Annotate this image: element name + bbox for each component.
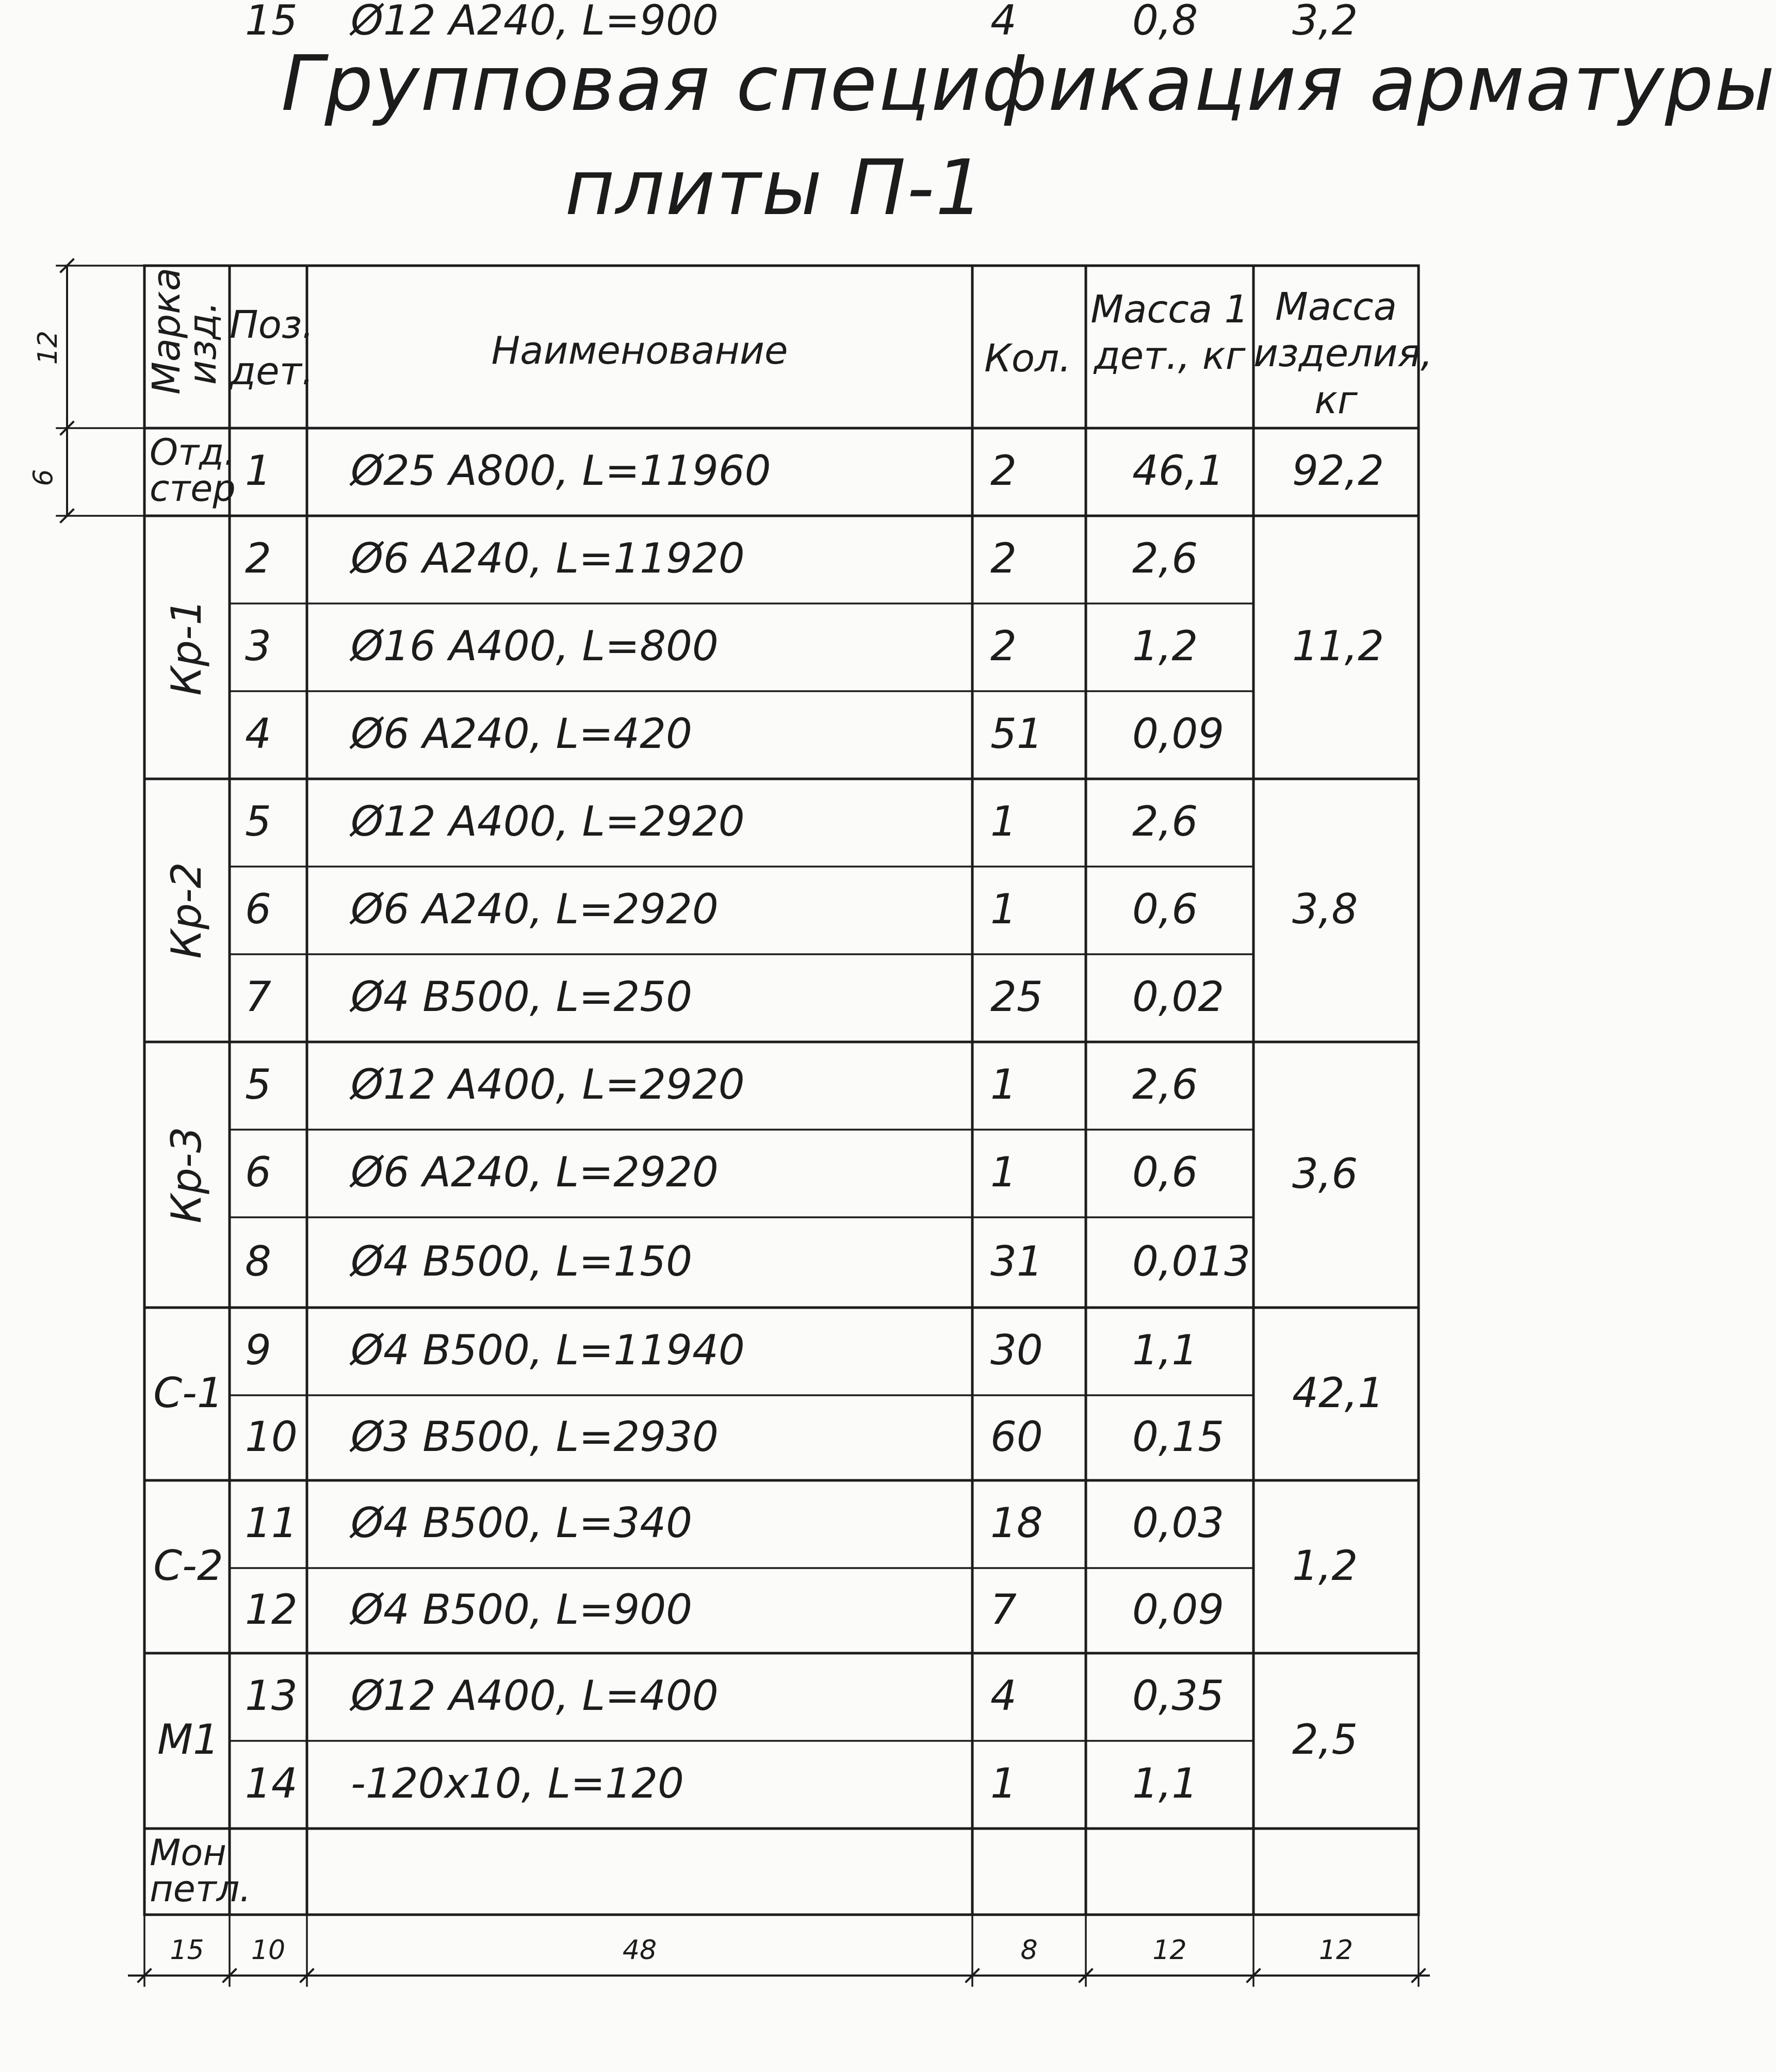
row-name: Ø12 А400, L=400 bbox=[351, 1672, 719, 1720]
row-name: Ø6 А240, L=2920 bbox=[351, 1148, 719, 1196]
row-pos: 3 bbox=[245, 622, 271, 670]
row-qty: 4 bbox=[990, 1672, 1017, 1720]
group-mass: 92,2 bbox=[1292, 447, 1384, 495]
header-pos-text: Поз. дет. bbox=[230, 303, 314, 394]
row-qty: 30 bbox=[990, 1326, 1043, 1374]
group-mark: Кр-2 bbox=[162, 862, 210, 959]
row-qty: 1 bbox=[990, 885, 1017, 933]
row-name: Ø12 А400, L=2920 bbox=[351, 797, 745, 845]
row-pos: 8 bbox=[245, 1237, 271, 1285]
row-pos: 13 bbox=[245, 1672, 298, 1720]
group-mark: С-1 bbox=[153, 1368, 223, 1417]
row-qty: 4 bbox=[990, 0, 1017, 44]
row-name: Ø4 В500, L=250 bbox=[351, 973, 693, 1021]
row-name: Ø6 А240, L=11920 bbox=[351, 534, 745, 582]
row-pos: 5 bbox=[245, 797, 271, 845]
row-qty: 60 bbox=[990, 1412, 1043, 1461]
row-mass: 0,6 bbox=[1132, 885, 1198, 933]
dim-col-width: 48 bbox=[622, 1935, 657, 1966]
row-mass: 0,02 bbox=[1132, 973, 1225, 1021]
row-qty: 2 bbox=[990, 534, 1017, 582]
row-qty: 2 bbox=[990, 622, 1017, 670]
row-name: Ø4 В500, L=340 bbox=[351, 1499, 693, 1547]
row-name: Ø3 В500, L=2930 bbox=[351, 1412, 719, 1461]
row-name: Ø16 А400, L=800 bbox=[351, 622, 719, 670]
group-mark: М1 bbox=[157, 1716, 219, 1764]
row-name: Ø6 А240, L=420 bbox=[351, 710, 692, 758]
row-qty: 7 bbox=[990, 1585, 1017, 1634]
row-qty: 25 bbox=[990, 973, 1043, 1021]
row-qty: 2 bbox=[990, 447, 1017, 495]
row-mass: 1,1 bbox=[1132, 1759, 1198, 1807]
row-pos: 4 bbox=[245, 710, 271, 758]
header-qty: Кол. bbox=[984, 336, 1071, 381]
row-name: Ø12 А400, L=2920 bbox=[351, 1061, 745, 1108]
row-mass: 0,013 bbox=[1132, 1237, 1251, 1285]
row-mass: 1,2 bbox=[1132, 622, 1198, 670]
row-pos: 6 bbox=[245, 885, 271, 933]
dim-col-width: 8 bbox=[1020, 1935, 1038, 1966]
group-mark: С-2 bbox=[153, 1541, 223, 1590]
header-mass-one bbox=[1086, 286, 1253, 380]
row-qty: 1 bbox=[990, 797, 1017, 845]
group-mass: 11,2 bbox=[1292, 622, 1384, 670]
row-qty: 1 bbox=[990, 1148, 1017, 1196]
row-pos: 11 bbox=[245, 1499, 298, 1547]
row-mass: 46,1 bbox=[1132, 447, 1225, 495]
row-pos: 5 bbox=[245, 1061, 271, 1108]
row-pos: 6 bbox=[245, 1148, 271, 1196]
row-name: Ø4 В500, L=900 bbox=[351, 1585, 693, 1634]
row-qty: 1 bbox=[990, 1759, 1017, 1807]
row-mass: 0,35 bbox=[1132, 1672, 1225, 1720]
row-name: Ø12 А240, L=900 bbox=[351, 0, 719, 44]
group-mark: Кр-1 bbox=[162, 599, 210, 696]
title-line-1: Групповая спецификация арматуры bbox=[281, 39, 1776, 128]
group-mass: 3,2 bbox=[1292, 0, 1358, 44]
row-pos: 2 bbox=[245, 534, 271, 582]
dim-col-width: 12 bbox=[1152, 1935, 1187, 1966]
header-mark bbox=[143, 266, 226, 420]
row-qty: 1 bbox=[990, 1061, 1017, 1108]
row-pos: 15 bbox=[245, 0, 298, 44]
group-mass: 3,6 bbox=[1292, 1149, 1358, 1198]
row-qty: 51 bbox=[990, 710, 1043, 758]
row-mass: 0,15 bbox=[1132, 1412, 1225, 1461]
row-mass: 0,09 bbox=[1132, 710, 1225, 758]
title-line-2: плиты П-1 bbox=[565, 143, 985, 232]
row-mass: 0,09 bbox=[1132, 1585, 1225, 1634]
row-pos: 9 bbox=[245, 1326, 271, 1374]
row-name: Ø4 В500, L=150 bbox=[351, 1237, 693, 1285]
row-mass: 1,1 bbox=[1132, 1326, 1198, 1374]
header-mass-item bbox=[1253, 284, 1433, 423]
row-pos: 10 bbox=[245, 1412, 298, 1461]
row-name: -120x10, L=120 bbox=[351, 1759, 684, 1807]
row-qty: 18 bbox=[990, 1499, 1043, 1547]
dim-col-width: 12 bbox=[1318, 1935, 1354, 1966]
row-mass: 2,6 bbox=[1132, 534, 1198, 582]
row-mass: 0,6 bbox=[1132, 1148, 1198, 1196]
group-mark: Мон петл. bbox=[150, 1832, 251, 1910]
row-name: Ø25 А800, L=11960 bbox=[351, 447, 771, 495]
header-mass-item-text: Масса изделия, кг bbox=[1253, 285, 1433, 422]
row-pos: 7 bbox=[245, 973, 271, 1021]
header-name: Наименование bbox=[491, 329, 788, 373]
group-mark: Отд. стер bbox=[150, 431, 236, 510]
dim-row-body: 6 bbox=[28, 469, 59, 486]
header-pos bbox=[230, 302, 312, 395]
group-mass: 2,5 bbox=[1292, 1716, 1358, 1764]
dim-row-header: 12 bbox=[32, 330, 64, 365]
dim-col-width: 15 bbox=[170, 1935, 204, 1966]
row-mass: 2,6 bbox=[1132, 797, 1198, 845]
group-mark: Кр-3 bbox=[162, 1126, 210, 1223]
row-qty: 31 bbox=[990, 1237, 1043, 1285]
group-mass: 42,1 bbox=[1292, 1368, 1384, 1417]
header-mark-text: Марка изд. bbox=[144, 267, 225, 395]
row-name: Ø4 В500, L=11940 bbox=[351, 1326, 745, 1374]
row-pos: 12 bbox=[245, 1585, 298, 1634]
group-mass: 1,2 bbox=[1292, 1541, 1358, 1590]
row-pos: 1 bbox=[245, 447, 271, 495]
header-mass-one-text: Масса 1 дет., кг bbox=[1090, 287, 1249, 379]
dim-col-width: 10 bbox=[251, 1935, 286, 1966]
row-mass: 2,6 bbox=[1132, 1061, 1198, 1108]
group-mass: 3,8 bbox=[1292, 885, 1358, 933]
row-mass: 0,8 bbox=[1132, 0, 1198, 44]
row-pos: 14 bbox=[245, 1759, 298, 1807]
row-name: Ø6 А240, L=2920 bbox=[351, 885, 719, 933]
row-mass: 0,03 bbox=[1132, 1499, 1225, 1547]
